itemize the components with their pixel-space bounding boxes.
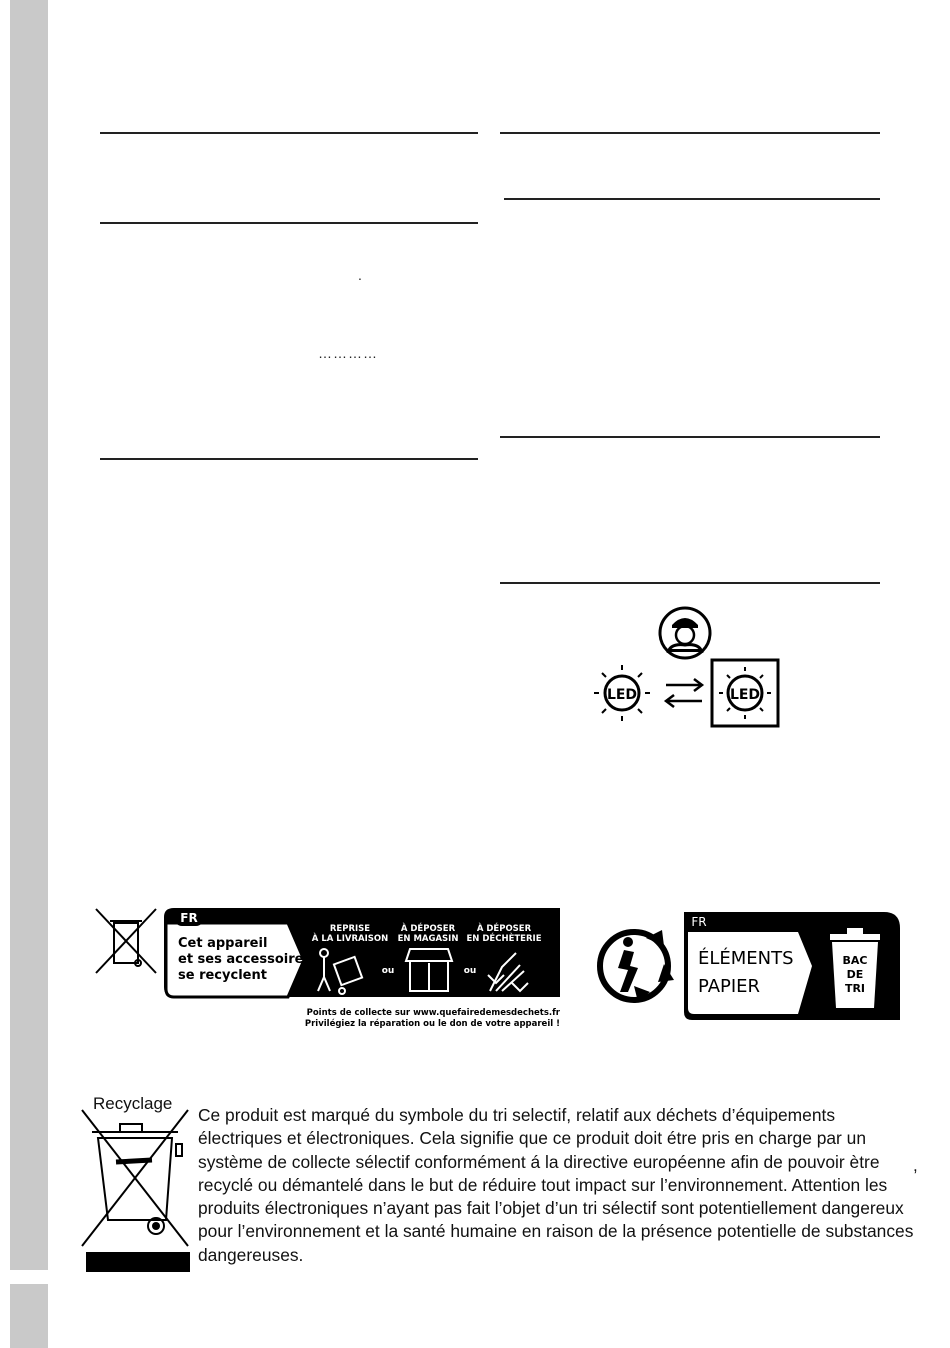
- recycling-title: Recyclage: [93, 1094, 173, 1113]
- page-tab: [10, 1284, 48, 1348]
- bin-label: TRI: [844, 982, 866, 995]
- crossed-bin-icon: [96, 909, 156, 973]
- section-rule: [500, 436, 880, 438]
- option-title: À LA LIVRAISON: [311, 934, 389, 944]
- page-margin-bar: [10, 0, 48, 1270]
- dot-leader: …………: [318, 345, 378, 361]
- technician-icon: [660, 608, 710, 658]
- triman-appliance-logo: [92, 905, 567, 1033]
- option-title: EN DÉCHÈTERIE: [466, 934, 542, 944]
- swap-arrows-icon: [666, 679, 702, 707]
- collection-points-text: Points de collecte sur www.quefairedemesdechets.fr: [306, 1008, 560, 1018]
- triman-person-icon: [600, 930, 674, 1002]
- headline-line: se recyclent: [178, 968, 267, 983]
- stray-comma: ,: [913, 1156, 918, 1175]
- triman-paper-logo: [594, 908, 904, 1026]
- headline-line: Cet appareil: [178, 936, 268, 951]
- led-label: LED: [729, 687, 761, 703]
- weee-crossed-bin-icon: [80, 1092, 192, 1272]
- sorting-bin-icon: [830, 928, 880, 1008]
- option-title: EN MAGASIN: [397, 934, 459, 944]
- section-rule: [500, 582, 880, 584]
- country-badge: FR: [180, 911, 198, 925]
- option-title: À DÉPOSER: [400, 924, 456, 934]
- section-rule: [500, 132, 880, 134]
- repair-advice-text: Privilégiez la réparation ou le don de votre appareil !: [304, 1019, 560, 1029]
- option-title: À DÉPOSER: [476, 924, 532, 934]
- stray-dot: .: [358, 267, 362, 283]
- bin-label: DE: [846, 968, 864, 981]
- section-rule: [504, 198, 880, 200]
- headline-line: et ses accessoires: [178, 952, 312, 967]
- country-badge: FR: [691, 915, 707, 929]
- led-module-icon: [712, 660, 778, 726]
- led-label: LED: [606, 687, 638, 703]
- recycling-paragraph: Ce produit est marqué du symbole du tri selectif, relatif aux déchets d’équipements électriques et électroniques. Cela signifie que ce produit doit étre pris en charge par un système de collecte sélectif conformément á la directive européenne afin de pouvoir ètre recyclé ou démantelé dans le but de réduire tout impact sur l’environnement. Attention les produits électroniques n’ayant pas fait l’objet d’un tri sélectif sont potentiellement dangereux pour l’environnement et la santé humaine en raison de la présence potentielle de substances dangereuses.: [198, 1105, 914, 1265]
- section-rule: [100, 458, 478, 460]
- section-rule: [100, 132, 478, 134]
- section-rule: [100, 222, 478, 224]
- led-bulb-icon: [594, 665, 650, 721]
- bin-label: BAC: [842, 954, 868, 967]
- separator-text: ou: [381, 966, 395, 976]
- separator-text: ou: [463, 966, 477, 976]
- led-replacement-figure: [590, 605, 790, 730]
- option-title: REPRISE: [329, 924, 371, 934]
- material-line: PAPIER: [698, 976, 761, 997]
- material-line: ÉLÉMENTS: [698, 948, 794, 969]
